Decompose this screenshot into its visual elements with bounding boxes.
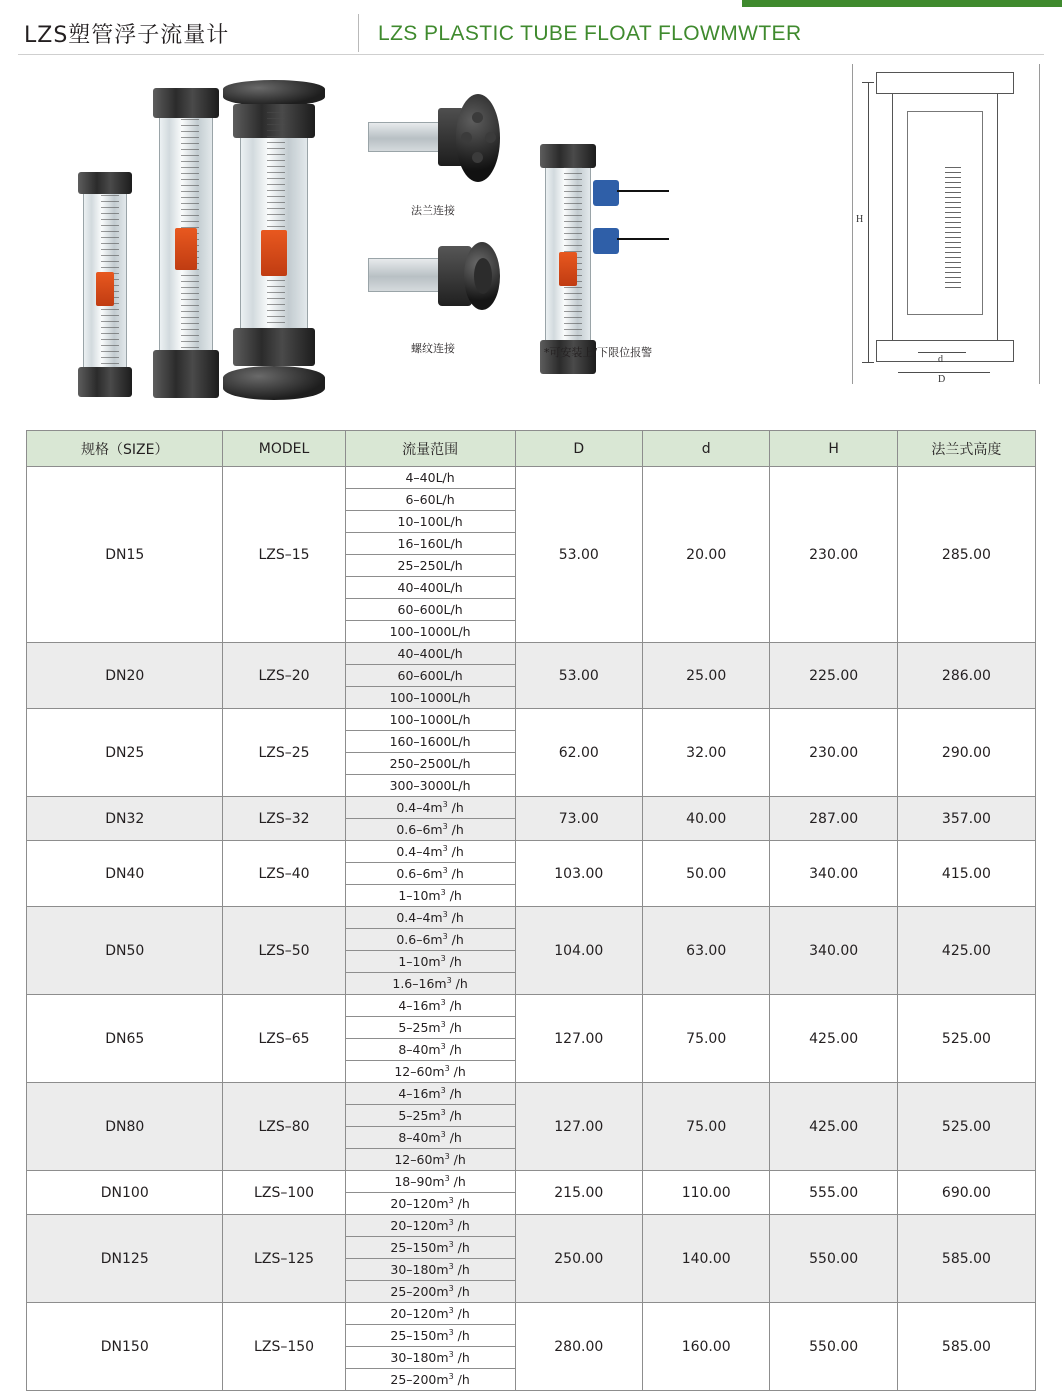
cell-flange-height: 690.00 xyxy=(897,1171,1035,1215)
cell-flow-range: $25-150m^3$ /h xyxy=(345,1325,515,1347)
cell-flow-range: $0.6-6m^3$ /h xyxy=(345,863,515,885)
cell-H: 555.00 xyxy=(770,1171,897,1215)
float-indicator xyxy=(96,272,113,306)
cell-flow-range: $1-10m^3$ /h xyxy=(345,885,515,907)
cell-flow-range: $0.6-6m^3$ /h xyxy=(345,929,515,951)
cell-flow-range: $0.4-4m^3$ /h xyxy=(345,797,515,819)
cell-H: 425.00 xyxy=(770,1083,897,1171)
specification-table-wrapper xyxy=(26,430,1036,1391)
cell-size: DN20 xyxy=(27,643,223,709)
cell-H: 550.00 xyxy=(770,1303,897,1391)
header-flow-range: 流量范围 xyxy=(345,431,515,467)
cell-flow-range: 100–1000L/h xyxy=(345,687,515,709)
cell-d: 20.00 xyxy=(642,467,769,643)
height-dimension-label: H xyxy=(856,214,864,225)
cell-flow-range: $8-40m^3$ /h xyxy=(345,1039,515,1061)
cell-size: DN32 xyxy=(27,797,223,841)
table-row xyxy=(27,1303,1036,1325)
cell-d: 40.00 xyxy=(642,797,769,841)
flange-connection-image xyxy=(368,92,498,182)
height-dimension-line xyxy=(868,82,869,362)
cell-H: 340.00 xyxy=(770,841,897,907)
d-dimension-label: d xyxy=(938,354,943,365)
cell-flow-range: 4–40L/h xyxy=(345,467,515,489)
height-dimension-bottom-tick xyxy=(862,362,874,363)
cell-size: DN125 xyxy=(27,1215,223,1303)
cap-bottom-icon xyxy=(233,328,315,366)
cell-d: 25.00 xyxy=(642,643,769,709)
header-D: D xyxy=(515,431,642,467)
cell-flow-range: $8-40m^3$ /h xyxy=(345,1127,515,1149)
cell-flow-range: 40–400L/h xyxy=(345,643,515,665)
cell-D: 73.00 xyxy=(515,797,642,841)
cell-flow-range: $30-180m^3$ /h xyxy=(345,1347,515,1369)
cell-model: LZS–40 xyxy=(223,841,345,907)
header-d: d xyxy=(642,431,769,467)
cell-H: 225.00 xyxy=(770,643,897,709)
cell-model: LZS–125 xyxy=(223,1215,345,1303)
cell-size: DN15 xyxy=(27,467,223,643)
drawing-frame-right xyxy=(1039,64,1040,384)
table-body xyxy=(27,467,1036,1391)
title-divider xyxy=(358,14,359,52)
cell-flow-range: 250–2500L/h xyxy=(345,753,515,775)
cell-model: LZS–32 xyxy=(223,797,345,841)
cell-H: 340.00 xyxy=(770,907,897,995)
alarm-switch-lower-icon xyxy=(593,228,619,254)
cell-flow-range: $30-180m^3$ /h xyxy=(345,1259,515,1281)
cell-size: DN150 xyxy=(27,1303,223,1391)
cap-top-icon xyxy=(540,144,596,168)
cell-model: LZS–20 xyxy=(223,643,345,709)
cell-d: 75.00 xyxy=(642,995,769,1083)
cell-d: 75.00 xyxy=(642,1083,769,1171)
cell-flow-range: 60–600L/h xyxy=(345,665,515,687)
cell-flange-height: 585.00 xyxy=(897,1303,1035,1391)
cell-H: 230.00 xyxy=(770,709,897,797)
cell-flange-height: 525.00 xyxy=(897,995,1035,1083)
cell-flow-range: $0.6-6m^3$ /h xyxy=(345,819,515,841)
flowmeter-flanged-image xyxy=(233,80,315,400)
table-row xyxy=(27,841,1036,863)
top-accent-bar xyxy=(742,0,1062,7)
cell-size: DN25 xyxy=(27,709,223,797)
table-row xyxy=(27,1215,1036,1237)
flowmeter-small-image xyxy=(78,172,132,397)
cell-flow-range: 100–1000L/h xyxy=(345,709,515,731)
alarm-switch-upper-icon xyxy=(593,180,619,206)
table-row xyxy=(27,1083,1036,1105)
cell-flow-range: 100–1000L/h xyxy=(345,621,515,643)
cell-H: 287.00 xyxy=(770,797,897,841)
cell-size: DN50 xyxy=(27,907,223,995)
thread-connection-image xyxy=(368,232,498,322)
cell-model: LZS–80 xyxy=(223,1083,345,1171)
drawing-scale-ticks xyxy=(945,167,961,288)
header-size: 规格（SIZE） xyxy=(27,431,223,467)
cell-D: 104.00 xyxy=(515,907,642,995)
cell-H: 425.00 xyxy=(770,995,897,1083)
cell-flow-range: $5-25m^3$ /h xyxy=(345,1105,515,1127)
cell-d: 110.00 xyxy=(642,1171,769,1215)
cell-flow-range: 6–60L/h xyxy=(345,489,515,511)
cell-D: 280.00 xyxy=(515,1303,642,1391)
drawing-bottom-fitting xyxy=(876,340,1014,362)
cell-flow-range: $25-150m^3$ /h xyxy=(345,1237,515,1259)
cell-d: 50.00 xyxy=(642,841,769,907)
D-dimension-line xyxy=(898,372,990,373)
cell-D: 53.00 xyxy=(515,643,642,709)
cell-d: 140.00 xyxy=(642,1215,769,1303)
cell-flange-height: 425.00 xyxy=(897,907,1035,995)
cell-model: LZS–100 xyxy=(223,1171,345,1215)
cell-flow-range: $1.6-16m^3$ /h xyxy=(345,973,515,995)
cell-flange-height: 290.00 xyxy=(897,709,1035,797)
table-row xyxy=(27,907,1036,929)
cell-flow-range: $18-90m^3$ /h xyxy=(345,1171,515,1193)
float-indicator xyxy=(175,228,196,270)
cap-bottom-icon xyxy=(153,350,219,398)
flowmeter-alarm-image xyxy=(540,144,596,374)
cell-flow-range: $12-60m^3$ /h xyxy=(345,1149,515,1171)
cell-D: 127.00 xyxy=(515,995,642,1083)
float-indicator xyxy=(559,252,577,286)
cell-model: LZS–150 xyxy=(223,1303,345,1391)
header-H: H xyxy=(770,431,897,467)
caption-alarm: *可安装上/下限位报警 xyxy=(543,346,653,359)
page-title-en: LZS PLASTIC TUBE FLOAT FLOWMWTER xyxy=(378,22,802,45)
cell-flow-range: 10–100L/h xyxy=(345,511,515,533)
cell-flow-range: $5-25m^3$ /h xyxy=(345,1017,515,1039)
cell-flow-range: $25-200m^3$ /h xyxy=(345,1369,515,1391)
cell-flange-height: 285.00 xyxy=(897,467,1035,643)
cell-model: LZS–65 xyxy=(223,995,345,1083)
table-row xyxy=(27,995,1036,1017)
cell-flow-range: $4-16m^3$ /h xyxy=(345,995,515,1017)
drawing-frame-left xyxy=(852,64,853,384)
cell-flange-height: 585.00 xyxy=(897,1215,1035,1303)
cell-flow-range: $4-16m^3$ /h xyxy=(345,1083,515,1105)
cap-top-icon xyxy=(153,88,219,118)
height-dimension-top-tick xyxy=(862,82,874,83)
cell-flow-range: $20-120m^3$ /h xyxy=(345,1215,515,1237)
cell-size: DN65 xyxy=(27,995,223,1083)
cell-D: 250.00 xyxy=(515,1215,642,1303)
drawing-body xyxy=(892,90,998,344)
cell-d: 160.00 xyxy=(642,1303,769,1391)
alarm-cable-upper-icon xyxy=(617,190,669,192)
dimension-drawing xyxy=(850,64,1040,384)
cell-flow-range: $0.4-4m^3$ /h xyxy=(345,841,515,863)
d-dimension-line xyxy=(918,352,966,353)
cell-size: DN40 xyxy=(27,841,223,907)
product-image-band xyxy=(18,62,1044,402)
flange-bottom-icon xyxy=(223,366,325,400)
cell-flow-range: $12-60m^3$ /h xyxy=(345,1061,515,1083)
cell-flow-range: 40–400L/h xyxy=(345,577,515,599)
float-indicator xyxy=(261,230,287,276)
cell-D: 62.00 xyxy=(515,709,642,797)
cell-flow-range: 16–160L/h xyxy=(345,533,515,555)
table-row xyxy=(27,467,1036,489)
D-dimension-label: D xyxy=(938,374,946,385)
cell-size: DN80 xyxy=(27,1083,223,1171)
cell-D: 53.00 xyxy=(515,467,642,643)
cell-flow-range: $25-200m^3$ /h xyxy=(345,1281,515,1303)
cell-flow-range: 160–1600L/h xyxy=(345,731,515,753)
cell-flow-range: 60–600L/h xyxy=(345,599,515,621)
header-flange-height: 法兰式高度 xyxy=(897,431,1035,467)
table-row xyxy=(27,797,1036,819)
cell-flow-range: $20-120m^3$ /h xyxy=(345,1303,515,1325)
header-rule xyxy=(18,54,1044,55)
cell-flange-height: 286.00 xyxy=(897,643,1035,709)
cap-top-icon xyxy=(78,172,132,194)
table-row xyxy=(27,643,1036,665)
cell-flange-height: 525.00 xyxy=(897,1083,1035,1171)
specification-table xyxy=(26,430,1036,1391)
drawing-top-fitting xyxy=(876,72,1014,94)
caption-thread-connection: 螺纹连接 xyxy=(411,342,455,355)
cell-model: LZS–50 xyxy=(223,907,345,995)
cell-flow-range: 300–3000L/h xyxy=(345,775,515,797)
page-title-cn: LZS塑管浮子流量计 xyxy=(24,23,230,48)
table-header-row xyxy=(27,431,1036,467)
cell-H: 230.00 xyxy=(770,467,897,643)
cell-flow-range: $0.4-4m^3$ /h xyxy=(345,907,515,929)
cell-d: 32.00 xyxy=(642,709,769,797)
flowmeter-medium-image xyxy=(153,88,219,398)
caption-flange-connection: 法兰连接 xyxy=(411,204,455,217)
table-row xyxy=(27,1171,1036,1193)
cell-d: 63.00 xyxy=(642,907,769,995)
alarm-cable-lower-icon xyxy=(617,238,669,240)
page-header xyxy=(18,14,1044,58)
cell-flow-range: $1-10m^3$ /h xyxy=(345,951,515,973)
flange-top-icon xyxy=(223,80,325,106)
cap-bottom-icon xyxy=(78,367,132,397)
cell-D: 215.00 xyxy=(515,1171,642,1215)
cell-D: 103.00 xyxy=(515,841,642,907)
cell-model: LZS–15 xyxy=(223,467,345,643)
cell-D: 127.00 xyxy=(515,1083,642,1171)
cell-model: LZS–25 xyxy=(223,709,345,797)
header-model: MODEL xyxy=(223,431,345,467)
table-row xyxy=(27,709,1036,731)
cell-flow-range: $20-120m^3$ /h xyxy=(345,1193,515,1215)
cell-flange-height: 357.00 xyxy=(897,797,1035,841)
cell-size: DN100 xyxy=(27,1171,223,1215)
cell-flow-range: 25–250L/h xyxy=(345,555,515,577)
cell-H: 550.00 xyxy=(770,1215,897,1303)
cell-flange-height: 415.00 xyxy=(897,841,1035,907)
